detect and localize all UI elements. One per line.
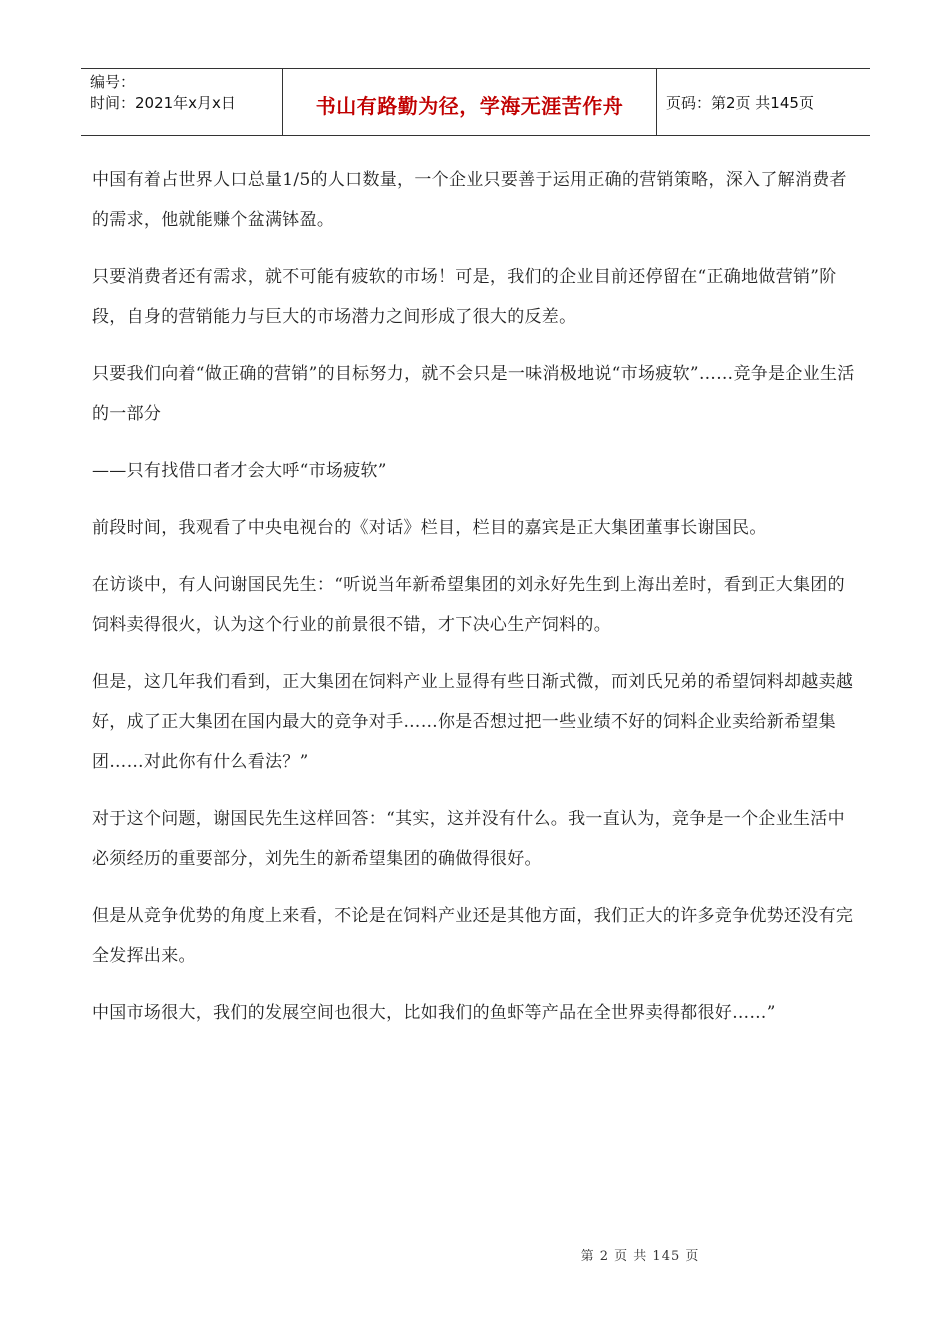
paragraph: 在访谈中，有人问谢国民先生：“听说当年新希望集团的刘永好先生到上海出差时，看到正大集团的饲料卖得很火，认为这个行业的前景很不错，才下决心生产饲料的。 — [92, 575, 845, 635]
header-meta-cell — [81, 69, 282, 135]
page-footer: 第 2 页 共 145 页 — [580, 1249, 700, 1264]
header-motto-cell — [282, 69, 657, 135]
header-motto: 书山有路勤为径，学海无涯苦作舟 — [315, 93, 624, 118]
paragraph: 对于这个问题，谢国民先生这样回答：“其实，这并没有什么。我一直认为，竞争是一个企业生活中必须经历的重要部分，刘先生的新希望集团的确做得很好。 — [92, 809, 845, 869]
header-page-cell — [657, 69, 870, 135]
paragraph: 中国有着占世界人口总量1/5的人口数量，一个企业只要善于运用正确的营销策略，深入了解消费者的需求，他就能赚个盆满钵盈。 — [92, 170, 847, 230]
page-header — [81, 68, 870, 136]
document-date: 时间：2021年x月x日 — [90, 94, 236, 112]
paragraph: 前段时间，我观看了中央电视台的《对话》栏目，栏目的嘉宾是正大集团董事长谢国民。 — [92, 518, 767, 538]
paragraph: 但是，这几年我们看到，正大集团在饲料产业上显得有些日渐式微，而刘氏兄弟的希望饲料却越卖越好，成了正大集团在国内最大的竞争对手……你是否想过把一些业绩不好的饲料企业卖给新希望集团……对此你有什么看法？” — [92, 672, 854, 772]
header-page-info: 页码：第2页 共145页 — [666, 93, 814, 112]
paragraph: 只要我们向着“做正确的营销”的目标努力，就不会只是一味消极地说“市场疲软”……竞争是企业生活的一部分 — [92, 364, 855, 424]
paragraph: 中国市场很大，我们的发展空间也很大，比如我们的鱼虾等产品在全世界卖得都很好……” — [92, 1003, 776, 1023]
paragraph: ——只有找借口者才会大呼“市场疲软” — [92, 461, 387, 481]
paragraph: 只要消费者还有需求，就不可能有疲软的市场！可是，我们的企业目前还停留在“正确地做营销”阶段，自身的营销能力与巨大的市场潜力之间形成了很大的反差。 — [92, 267, 837, 327]
document-number-label: 编号： — [90, 73, 136, 91]
document-body — [92, 160, 860, 1050]
paragraph: 但是从竞争优势的角度上来看，不论是在饲料产业还是其他方面，我们正大的许多竞争优势还没有完全发挥出来。 — [92, 906, 854, 966]
